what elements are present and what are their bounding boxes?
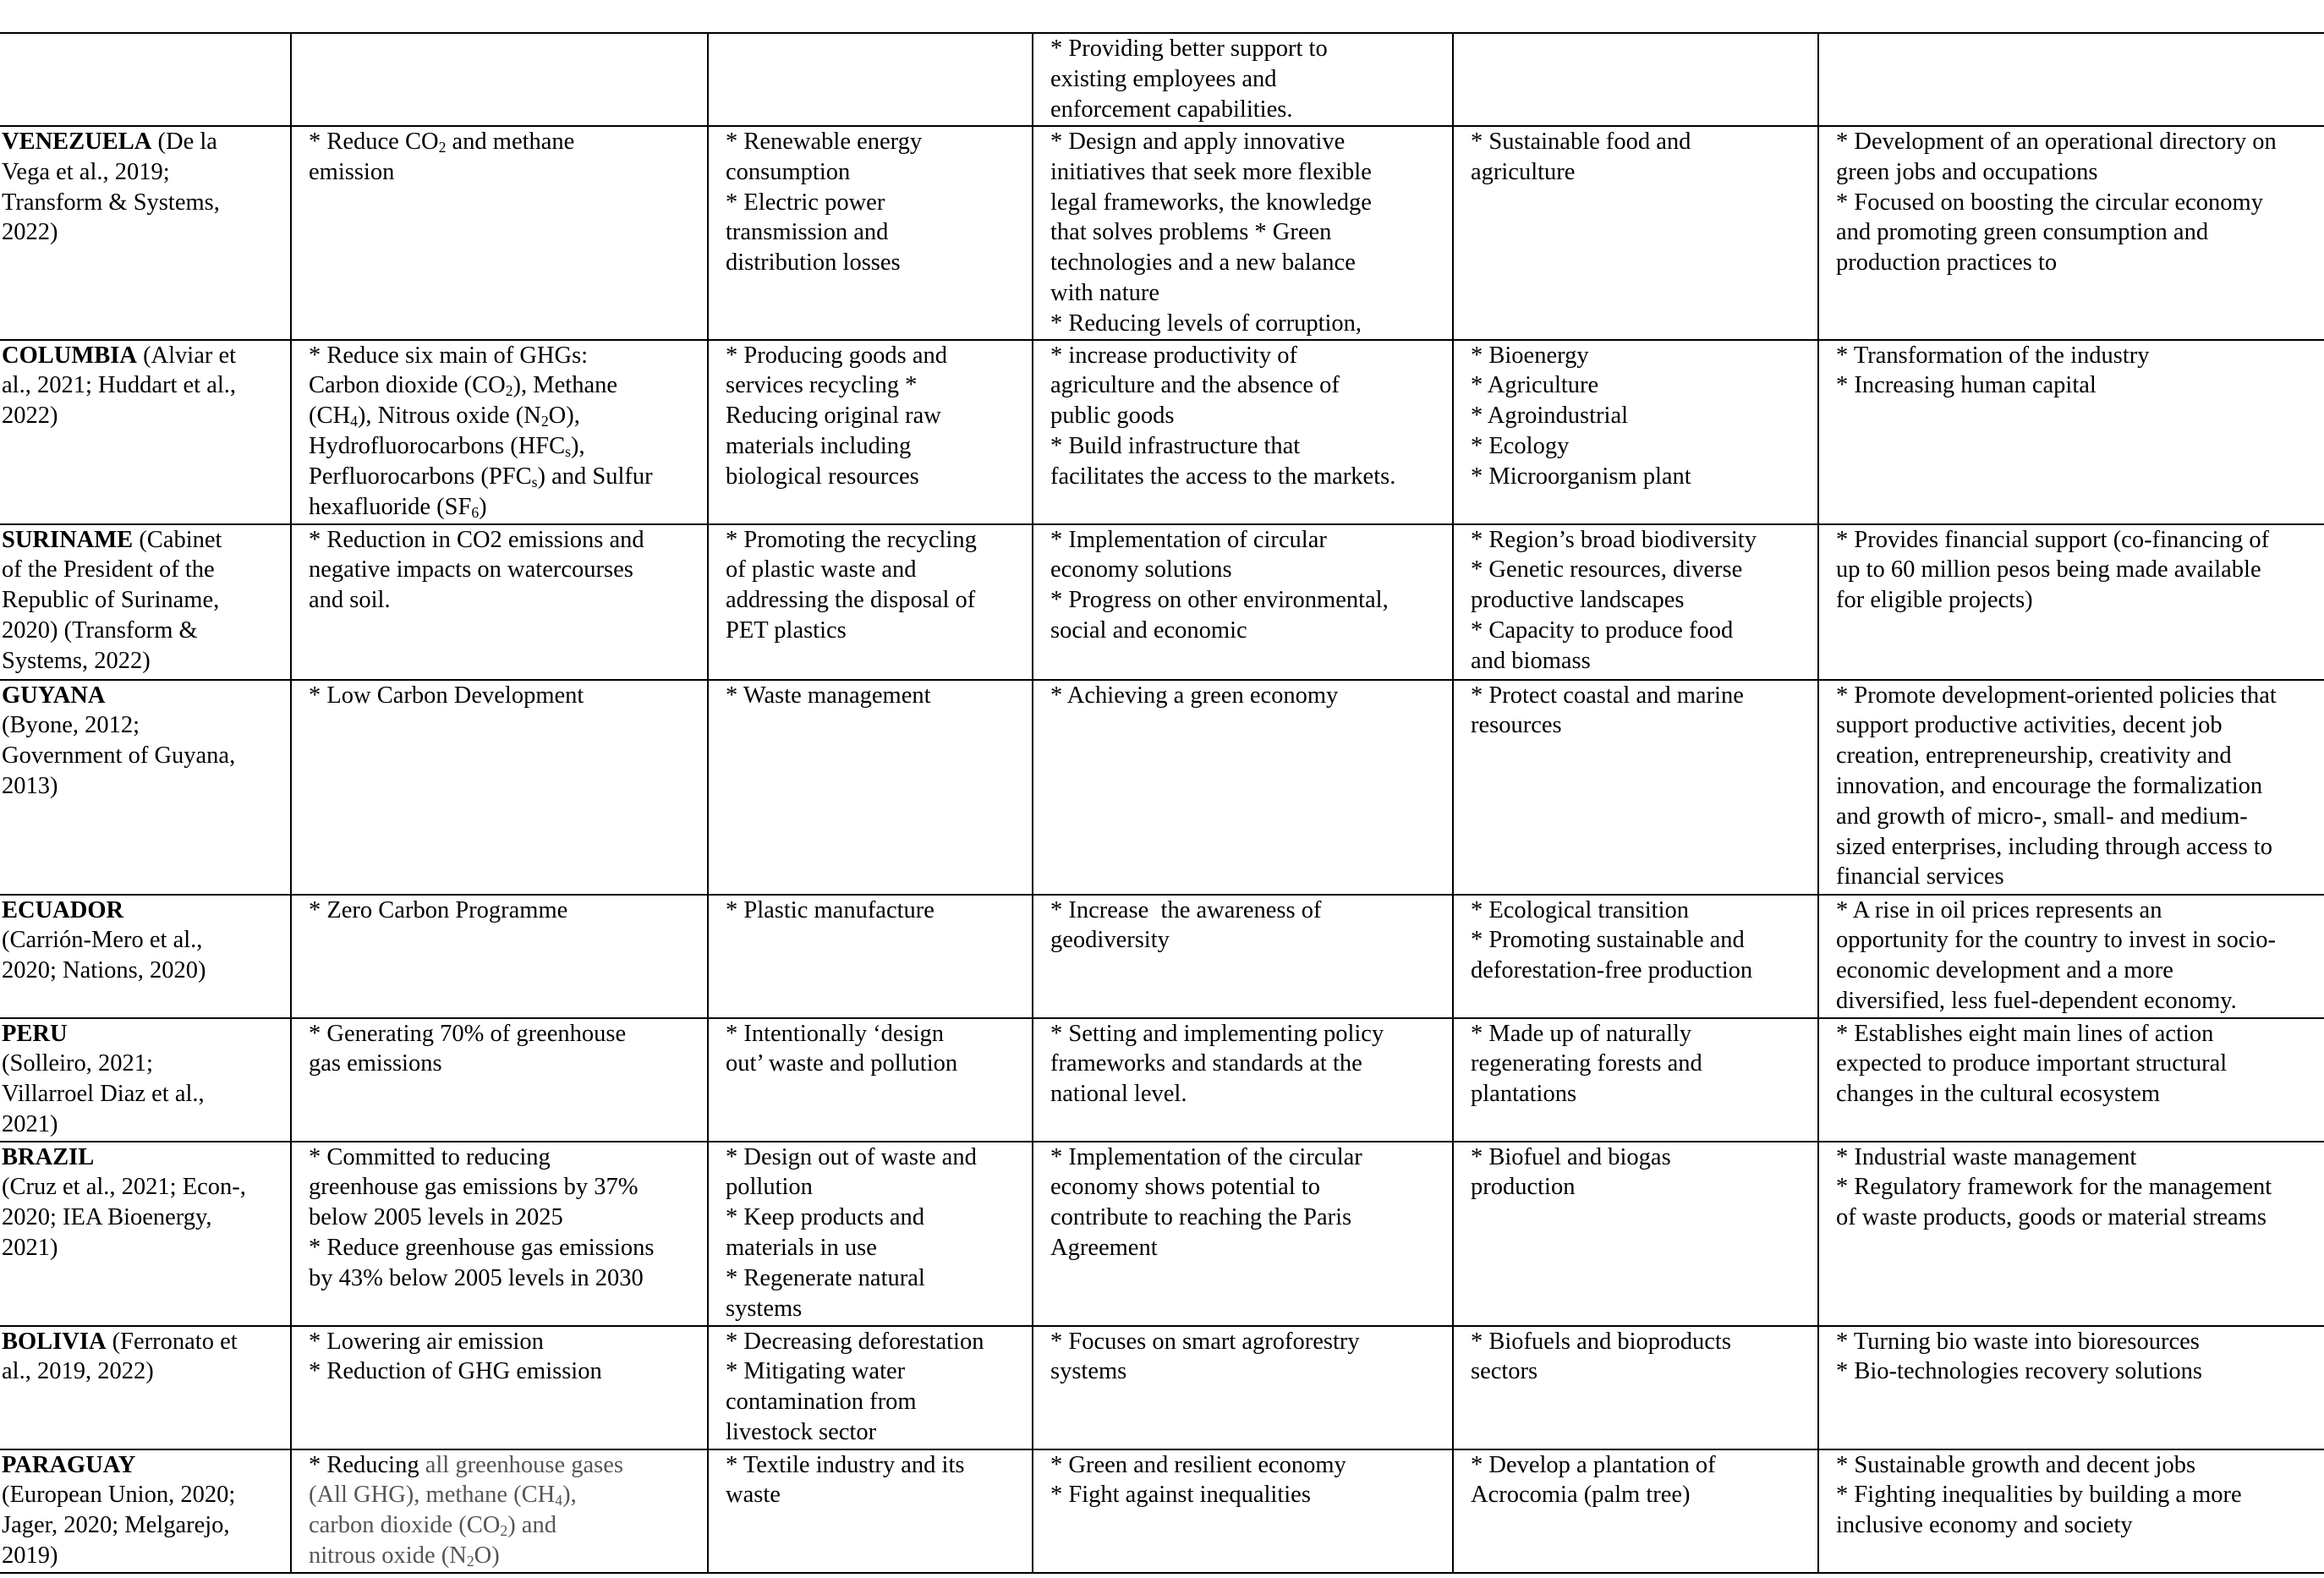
cell-line: services recycling * <box>726 372 918 399</box>
country-cell <box>0 1449 291 1573</box>
cell-line: * Capacity to produce food <box>1471 616 1734 644</box>
cell-line: * Focused on boosting the circular economy <box>1836 189 2263 216</box>
cell-line: * Reduce greenhouse gas emissions <box>309 1234 655 1261</box>
cell-text: ), Methane <box>512 372 617 399</box>
table-cell <box>0 33 291 126</box>
cell-line: * Region’s broad biodiversity <box>1471 526 1757 553</box>
table-cell <box>1033 340 1453 524</box>
cell-line: technologies and a new balance <box>1050 249 1356 277</box>
cell-line: * Biofuel and biogas <box>1471 1143 1671 1170</box>
citation-text: (Solleiro, 2021; <box>2 1050 153 1077</box>
cell-line: addressing the disposal of <box>726 587 976 614</box>
table-cell <box>1453 1142 1818 1326</box>
table-cell <box>1453 1326 1818 1449</box>
subscript: 4 <box>350 413 358 430</box>
citation-text: al., 2019, 2022) <box>2 1358 154 1385</box>
cell-line: production practices to <box>1836 249 2058 277</box>
cell-line: * A rise in oil prices represents an <box>1836 896 2162 923</box>
cell-line: and biomass <box>1471 647 1591 674</box>
cell-line: * Sustainable growth and decent jobs <box>1836 1451 2196 1478</box>
cell-line: support productive activities, decent job <box>1836 712 2223 739</box>
country-cell <box>0 1326 291 1449</box>
country-cell <box>0 680 291 895</box>
cell-line: * Design out of waste and <box>726 1143 977 1170</box>
cell-line: resources <box>1471 712 1562 739</box>
citation-text: (Cabinet <box>133 526 222 553</box>
cell-line: gas emissions <box>309 1050 442 1077</box>
cell-line: financial services <box>1836 863 2004 890</box>
country-cell <box>0 1142 291 1326</box>
cell-line: agriculture <box>1471 158 1576 185</box>
cell-line: * Green and resilient economy <box>1050 1451 1346 1478</box>
citation-text: 2022) <box>2 219 58 246</box>
table-cell <box>1453 680 1818 895</box>
table-cell <box>1818 895 2324 1018</box>
cell-line: * Sustainable food and <box>1471 129 1691 155</box>
country-name: SURINAME <box>2 526 134 553</box>
table-cell <box>291 1326 708 1449</box>
cell-line: and promoting green consumption and <box>1836 219 2209 246</box>
cell-line: expected to produce important structural <box>1836 1050 2228 1077</box>
country-cell <box>0 895 291 1018</box>
subscript: 2 <box>505 382 513 400</box>
cell-line: consumption <box>726 158 851 185</box>
cell-line: * Promoting sustainable and <box>1471 927 1745 954</box>
cell-line: and growth of micro-, small- and medium- <box>1836 803 2248 830</box>
table-cell <box>1033 680 1453 895</box>
cell-line: economy solutions <box>1050 556 1232 584</box>
cell-line: * Agroindustrial <box>1471 403 1629 430</box>
cell-line: * Zero Carbon Programme <box>309 896 568 923</box>
citation-text: of the President of the <box>2 556 215 584</box>
cell-text: ) <box>479 493 487 520</box>
table-cell <box>1818 33 2324 126</box>
cell-line: * Ecological transition <box>1471 896 1690 923</box>
table-row-continued <box>0 33 2324 126</box>
subscript: 4 <box>555 1492 563 1510</box>
cell-line: materials in use <box>726 1234 877 1261</box>
cell-text-gray: ) and <box>507 1512 556 1539</box>
table-cell <box>708 126 1033 340</box>
cell-line: greenhouse gas emissions by 37% <box>309 1174 639 1201</box>
table-cell <box>1818 1018 2324 1142</box>
cell-line: * Development of an operational directory on <box>1836 129 2277 155</box>
table-cell <box>1033 126 1453 340</box>
table-cell <box>708 33 1033 126</box>
table-cell <box>291 340 708 524</box>
cell-line: * Keep products and <box>726 1204 925 1231</box>
cell-line: plantations <box>1471 1081 1577 1108</box>
cell-line: existing employees and <box>1050 65 1277 92</box>
country-cell <box>0 126 291 340</box>
cell-line: * Electric power <box>726 189 885 216</box>
cell-line: * Low Carbon Development <box>309 682 584 709</box>
table-cell <box>708 895 1033 1018</box>
table-cell <box>1818 126 2324 340</box>
cell-line: * Waste management <box>726 682 931 709</box>
table-cell <box>1818 680 2324 895</box>
table-cell <box>1453 1449 1818 1573</box>
citation-text: Villarroel Diaz et al., <box>2 1081 205 1108</box>
cell-text-gray: (All GHG), methane (CH <box>309 1482 556 1509</box>
table-row-ecuador <box>0 895 2324 1018</box>
cell-line: of plastic waste and <box>726 556 917 584</box>
cell-line: * Design and apply innovative <box>1050 129 1346 155</box>
cell-line: * Bio-technologies recovery solutions <box>1836 1358 2202 1385</box>
table-cell <box>708 1142 1033 1326</box>
cell-line: * Textile industry and its <box>726 1451 965 1478</box>
country-name: PERU <box>2 1020 68 1047</box>
country-name: ECUADOR <box>2 896 124 923</box>
table-cell <box>1033 1142 1453 1326</box>
cell-line: frameworks and standards at the <box>1050 1050 1362 1077</box>
table-cell <box>708 1018 1033 1142</box>
cell-line: systems <box>1050 1358 1127 1385</box>
citation-text: Jager, 2020; Melgarejo, <box>2 1512 230 1539</box>
cell-line: for eligible projects) <box>1836 587 2033 614</box>
cell-line: national level. <box>1050 1081 1187 1108</box>
table-row-peru <box>0 1018 2324 1142</box>
table-cell <box>1033 1326 1453 1449</box>
cell-line: * Providing better support to <box>1050 36 1328 62</box>
cell-text-gray: all greenhouse gases <box>425 1451 623 1478</box>
table-cell <box>291 33 708 126</box>
cell-line: * Committed to reducing <box>309 1143 551 1170</box>
cell-line: * Increasing human capital <box>1836 372 2097 399</box>
comparison-table <box>0 32 2324 1574</box>
cell-text-gray: nitrous oxide (N <box>309 1542 467 1569</box>
cell-text-gray: O) <box>474 1542 500 1569</box>
citation-text: 2021) <box>2 1110 58 1137</box>
citation-text: 2013) <box>2 772 58 799</box>
cell-line: opportunity for the country to invest in socio- <box>1836 927 2277 954</box>
citation-text: al., 2021; Huddart et al., <box>2 372 237 399</box>
cell-line: with nature <box>1050 279 1160 306</box>
cell-line: * Reducing levels of corruption, <box>1050 310 1362 337</box>
table-cell <box>1818 1449 2324 1573</box>
cell-line: * Generating 70% of greenhouse <box>309 1020 627 1047</box>
table-cell <box>1453 1018 1818 1142</box>
cell-line: * Increase the awareness of <box>1050 896 1322 923</box>
cell-line: inclusive economy and society <box>1836 1512 2133 1539</box>
cell-line: up to 60 million pesos being made available <box>1836 556 2261 584</box>
cell-line: regenerating forests and <box>1471 1050 1702 1077</box>
citation-text: 2020; Nations, 2020) <box>2 957 206 984</box>
cell-line: Reducing original raw <box>726 403 941 430</box>
citation-text: (Cruz et al., 2021; Econ-, <box>2 1174 246 1201</box>
cell-line: green jobs and occupations <box>1836 158 2098 185</box>
table-cell <box>1818 1142 2324 1326</box>
table-cell <box>708 340 1033 524</box>
cell-line: biological resources <box>726 463 919 490</box>
subscript: 2 <box>438 138 447 156</box>
cell-line: * Implementation of the circular <box>1050 1143 1362 1170</box>
table-cell <box>1453 340 1818 524</box>
country-cell <box>0 524 291 680</box>
cell-line: * Achieving a green economy <box>1050 682 1339 709</box>
cell-text: Hydrofluorocarbons (HFC <box>309 432 566 459</box>
citation-text: Government of Guyana, <box>2 742 236 770</box>
cell-text: Carbon dioxide (CO <box>309 372 506 399</box>
table-cell <box>1453 33 1818 126</box>
table-cell <box>1453 524 1818 680</box>
cell-text: * Reducing <box>309 1451 425 1478</box>
cell-line: below 2005 levels in 2025 <box>309 1204 563 1231</box>
cell-line: * Transformation of the industry <box>1836 342 2150 369</box>
country-name: BRAZIL <box>2 1143 95 1170</box>
cell-line: * Lowering air emission <box>309 1328 544 1355</box>
cell-line: that solves problems * Green <box>1050 219 1332 246</box>
cell-line: sectors <box>1471 1358 1538 1385</box>
cell-line: creation, entrepreneurship, creativity and <box>1836 742 2232 770</box>
cell-line: diversified, less fuel-dependent economy. <box>1836 987 2237 1014</box>
cell-line: deforestation-free production <box>1471 957 1753 984</box>
cell-text: (CH <box>309 403 351 430</box>
cell-line: geodiversity <box>1050 927 1170 954</box>
citation-text: (Alviar et <box>136 342 237 369</box>
cell-line: * Bioenergy <box>1471 342 1589 369</box>
cell-line: * Intentionally ‘design <box>726 1020 945 1047</box>
cell-line: Acrocomia (palm tree) <box>1471 1482 1691 1509</box>
cell-line: enforcement capabilities. <box>1050 96 1293 123</box>
cell-line: * Turning bio waste into bioresources <box>1836 1328 2200 1355</box>
cell-line: * Industrial waste management <box>1836 1143 2137 1170</box>
citation-text: (De la <box>151 129 217 155</box>
table-row-venezuela <box>0 126 2324 340</box>
table-cell <box>291 680 708 895</box>
table-cell <box>291 1142 708 1326</box>
cell-line: legal frameworks, the knowledge <box>1050 189 1372 216</box>
subscript: 6 <box>471 503 480 521</box>
cell-line: * Focuses on smart agroforestry <box>1050 1328 1360 1355</box>
country-cell <box>0 1018 291 1142</box>
cell-line: transmission and <box>726 219 889 246</box>
cell-line: * Agriculture <box>1471 372 1599 399</box>
table-cell <box>1818 524 2324 680</box>
cell-line: facilitates the access to the markets. <box>1050 463 1396 490</box>
cell-text: O), <box>548 403 580 430</box>
cell-line: * Ecology <box>1471 432 1570 459</box>
table-cell <box>708 1326 1033 1449</box>
cell-line: * Develop a plantation of <box>1471 1451 1716 1478</box>
cell-line: changes in the cultural ecosystem <box>1836 1081 2161 1108</box>
cell-text: ) and Sulfur <box>537 463 653 490</box>
cell-line: * Decreasing deforestation <box>726 1328 984 1355</box>
citation-text: Vega et al., 2019; <box>2 158 170 185</box>
cell-text: hexafluoride (SF <box>309 493 472 520</box>
citation-text: Transform & Systems, <box>2 189 220 216</box>
citation-text: 2020) (Transform & <box>2 616 198 644</box>
cell-line: * Biofuels and bioproducts <box>1471 1328 1731 1355</box>
cell-text: * Reduce CO <box>309 129 439 155</box>
table-cell <box>291 126 708 340</box>
cell-line: contamination from <box>726 1389 917 1416</box>
table-row-paraguay <box>0 1449 2324 1573</box>
table-cell <box>1033 1018 1453 1142</box>
cell-line: pollution <box>726 1174 813 1201</box>
cell-line: economic development and a more <box>1836 957 2173 984</box>
subscript: s <box>565 442 572 460</box>
citation-text: Republic of Suriname, <box>2 587 220 614</box>
cell-line: social and economic <box>1050 616 1247 644</box>
country-name: COLUMBIA <box>2 342 137 369</box>
cell-line: Agreement <box>1050 1234 1158 1261</box>
cell-text: Perfluorocarbons (PFC <box>309 463 532 490</box>
cell-line: sized enterprises, including through access to <box>1836 833 2273 860</box>
cell-line: contribute to reaching the Paris <box>1050 1204 1352 1231</box>
table-cell <box>1033 1449 1453 1573</box>
cell-line: * Genetic resources, diverse <box>1471 556 1743 584</box>
citation-text: 2022) <box>2 403 58 430</box>
table-cell <box>1033 33 1453 126</box>
table-cell <box>1453 895 1818 1018</box>
cell-line: emission <box>309 158 395 185</box>
cell-line: by 43% below 2005 levels in 2030 <box>309 1264 644 1291</box>
cell-line: livestock sector <box>726 1418 877 1445</box>
country-name: PARAGUAY <box>2 1451 136 1478</box>
cell-line: economy shows potential to <box>1050 1174 1320 1201</box>
cell-line: * Regulatory framework for the management <box>1836 1174 2272 1201</box>
citation-text: (Carrión-Mero et al., <box>2 927 203 954</box>
cell-line: * Setting and implementing policy <box>1050 1020 1384 1047</box>
table-row-suriname <box>0 524 2324 680</box>
table-cell <box>708 680 1033 895</box>
cell-line: * Protect coastal and marine <box>1471 682 1744 709</box>
subscript: s <box>531 473 538 490</box>
table-row-guyana <box>0 680 2324 895</box>
cell-line: * Reduction of GHG emission <box>309 1358 602 1385</box>
cell-line: * Progress on other environmental, <box>1050 587 1389 614</box>
cell-line: * Establishes eight main lines of action <box>1836 1020 2214 1047</box>
cell-line: systems <box>726 1295 803 1322</box>
citation-text: 2020; IEA Bioenergy, <box>2 1204 212 1231</box>
cell-line: * Reduction in CO2 emissions and <box>309 526 644 553</box>
table-cell <box>708 1449 1033 1573</box>
cell-line: initiatives that seek more flexible <box>1050 158 1372 185</box>
cell-line: and soil. <box>309 587 391 614</box>
table-cell <box>291 524 708 680</box>
table-cell <box>1033 895 1453 1018</box>
country-name: BOLIVIA <box>2 1328 107 1355</box>
cell-line: * Plastic manufacture <box>726 896 935 923</box>
citation-text: (European Union, 2020; <box>2 1482 236 1509</box>
cell-line: * Renewable energy <box>726 129 923 155</box>
table-cell <box>708 524 1033 680</box>
cell-line: * Provides financial support (co-financing of <box>1836 526 2270 553</box>
cell-line: * Build infrastructure that <box>1050 432 1301 459</box>
cell-line: production <box>1471 1174 1576 1201</box>
country-name: VENEZUELA <box>2 129 152 155</box>
cell-line: * Promoting the recycling <box>726 526 977 553</box>
cell-line: * Regenerate natural <box>726 1264 925 1291</box>
cell-line: out’ waste and pollution <box>726 1050 958 1077</box>
subscript: 2 <box>500 1522 508 1540</box>
cell-text: ), <box>571 432 585 459</box>
cell-line: negative impacts on watercourses <box>309 556 633 584</box>
cell-line: materials including <box>726 432 912 459</box>
cell-line: * Microorganism plant <box>1471 463 1691 490</box>
country-name: GUYANA <box>2 682 106 709</box>
table-cell <box>291 1449 708 1573</box>
table-cell <box>1033 524 1453 680</box>
subscript: 2 <box>540 413 549 430</box>
cell-text: ), Nitrous oxide (N <box>357 403 541 430</box>
table-cell <box>291 1018 708 1142</box>
cell-line: * Fight against inequalities <box>1050 1482 1311 1509</box>
cell-line: * Reduce six main of GHGs: <box>309 342 589 369</box>
citation-text: Systems, 2022) <box>2 647 151 674</box>
cell-line: innovation, and encourage the formalization <box>1836 772 2263 799</box>
country-cell <box>0 340 291 524</box>
cell-line: productive landscapes <box>1471 587 1685 614</box>
cell-text-gray: ), <box>562 1482 577 1509</box>
cell-line: distribution losses <box>726 249 901 277</box>
cell-text: and methane <box>446 129 575 155</box>
citation-text: (Ferronato et <box>106 1328 238 1355</box>
cell-text-gray: carbon dioxide (CO <box>309 1512 501 1539</box>
table-row-bolivia <box>0 1326 2324 1449</box>
table-row-columbia <box>0 340 2324 524</box>
cell-line: * increase productivity of <box>1050 342 1298 369</box>
cell-line: waste <box>726 1482 781 1509</box>
cell-line: public goods <box>1050 403 1175 430</box>
cell-line: of waste products, goods or material streams <box>1836 1204 2266 1231</box>
citation-text: 2021) <box>2 1234 58 1261</box>
cell-line: PET plastics <box>726 616 847 644</box>
citation-text: (Byone, 2012; <box>2 712 140 739</box>
table-cell <box>1818 340 2324 524</box>
table-cell <box>1818 1326 2324 1449</box>
citation-text: 2019) <box>2 1542 58 1569</box>
subscript: 2 <box>466 1552 474 1570</box>
cell-line: * Promote development-oriented policies that <box>1836 682 2277 709</box>
table-cell <box>1453 126 1818 340</box>
table-row-brazil <box>0 1142 2324 1326</box>
cell-line: * Made up of naturally <box>1471 1020 1692 1047</box>
cell-line: agriculture and the absence of <box>1050 372 1340 399</box>
cell-line: * Fighting inequalities by building a more <box>1836 1482 2242 1509</box>
table-cell <box>291 895 708 1018</box>
cell-line: * Producing goods and <box>726 342 948 369</box>
cell-line: * Implementation of circular <box>1050 526 1327 553</box>
cell-line: * Mitigating water <box>726 1358 906 1385</box>
